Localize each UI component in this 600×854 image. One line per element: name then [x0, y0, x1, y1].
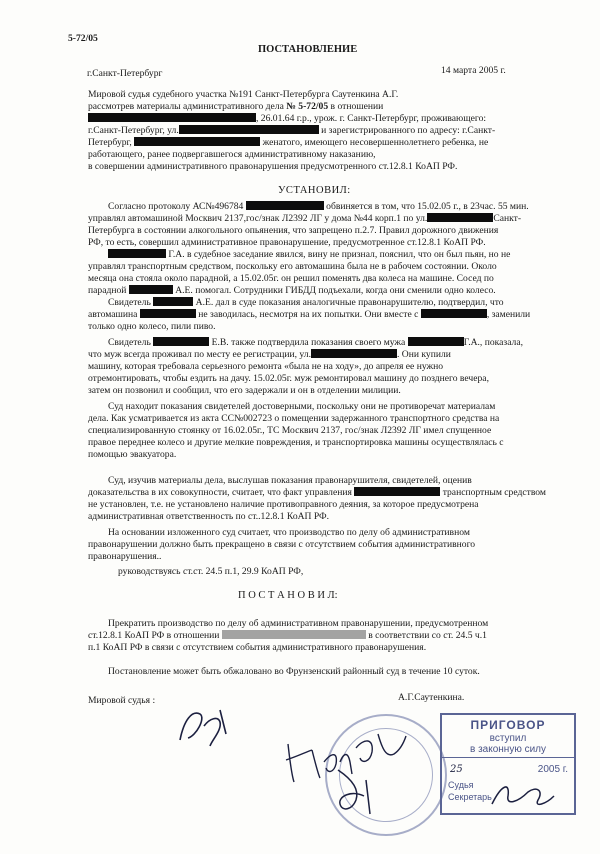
redaction [88, 113, 256, 122]
intro-line [88, 137, 488, 149]
intro-line [88, 125, 495, 137]
body-line [88, 309, 530, 321]
redaction [134, 137, 260, 146]
intro-text: Петербург, [88, 137, 132, 148]
decision-text: ст.12.8.1 КоАП РФ в отношении [88, 630, 220, 641]
intro-text: , 26.01.64 г.р., урож. г. Санкт-Петербург, проживающего: [256, 113, 487, 124]
intro-line: Мировой судья судебного участка №191 Санкт-Петербурга Саутенкина А.Г. [88, 89, 399, 100]
body-line: управлял транспортным средством, поскольку его автомашина была не в рабочем состоянии. Около [88, 261, 497, 272]
intro-line: в совершении административного правонарушения предусмотренного ст.12.8.1 КоАП РФ. [88, 161, 458, 172]
decision-line [88, 630, 487, 642]
stamp-line: в законную силу [442, 744, 574, 758]
body-line: месяца она стояла около парадной, а 15.02.05г. он решил поменять два колеса на машине. Сосед по [88, 273, 494, 284]
intro-text: женатого, имеющего несовершеннолетнего ребенка, не [262, 137, 489, 148]
body-line: только одно колесо, пили пиво. [88, 321, 216, 332]
body-text: автомашина [88, 309, 138, 320]
body-line: руководствуясь ст.ст. 24.5 п.1, 29.9 КоАП РФ, [118, 566, 304, 577]
body-line: правонарушении должно быть прекращено в связи с отсутствием события административного [88, 539, 476, 550]
body-line: Петербурга в состоянии алкогольного опьянения, что запрещено п.2.7. Правил дорожного движения [88, 225, 499, 236]
stamp-date-day: 25 [450, 764, 463, 775]
intro-text: рассмотрев материалы административного дела [88, 101, 284, 112]
body-line: правое переднее колесо и другие мелкие повреждения, и транспортировка машины осуществлялась с [88, 437, 504, 448]
redaction [222, 630, 366, 639]
intro-line: работающего, ранее подвергавшегося административному наказанию, [88, 149, 376, 160]
intro-case-number: № 5-72/05 [286, 101, 329, 112]
body-line: административная ответственность по ст..12.8.1 КоАП РФ. [88, 511, 330, 522]
body-text: управлял автомашиной Москвич 2137,гос/знак Л2392 ЛГ у дома №44 корп.1 по ул. [88, 213, 428, 224]
body-line: отремонтировать, чтобы ездить на дачу. 15.02.05г. муж ремонтировал машину до позднего вечера, [88, 373, 489, 384]
body-line: затем он позвонил и сообщил, что его задержали и он в отделении милиции. [88, 385, 401, 396]
redaction [153, 297, 193, 306]
redaction [246, 201, 324, 210]
body-text: Е.В. также подтвердила показания своего мужа [211, 337, 406, 348]
body-line: правонарушения.. [88, 551, 162, 562]
redaction [108, 249, 166, 258]
body-line: дела. Как усматривается из акта СС№002723 о помещении задержанного транспортного средства на [88, 413, 500, 424]
body-line: РФ, то есть, совершил административное правонарушение, предусмотренное ст.12.8.1 КоАП РФ. [88, 237, 486, 248]
body-text: не заводилась, несмотря на их попытки. Они вместе с [198, 309, 419, 320]
decision-line: Прекратить производство по делу об административном правонарушении, предусмотренном [108, 618, 489, 629]
body-text: . Они купили [396, 349, 451, 360]
intro-text: в отношении [330, 101, 384, 112]
redaction [311, 349, 397, 358]
judge-name: А.Г.Саутенкина. [398, 692, 465, 703]
redaction [140, 309, 196, 318]
body-line [88, 285, 496, 297]
city: г.Санкт-Петербург [87, 68, 163, 79]
body-text: А.Е. дал в суде показания аналогичные правонарушителю, подтвердил, что [195, 297, 504, 308]
intro-line [88, 101, 383, 113]
stamp-date-row [442, 758, 574, 780]
body-line [108, 201, 529, 213]
section-title-resolved: П О С Т А Н О В И Л: [238, 590, 338, 601]
intro-line [88, 113, 486, 125]
body-text: доказательства в их совокупности, считает, что факт управления [88, 487, 352, 498]
body-line: Суд, изучив материалы дела, выслушав показания правонарушителя, свидетелей, оценив [108, 475, 472, 486]
body-line: помощью эвакуатора. [88, 449, 177, 460]
redaction [153, 337, 209, 346]
document-title: ПОСТАНОВЛЕНИЕ [258, 44, 358, 55]
stamp-label-judge: Судья [448, 780, 474, 790]
body-line [88, 349, 451, 361]
body-text: , заменили [486, 309, 531, 320]
decision-line: Постановление может быть обжаловано во Фрунзенский районный суд в течение 10 суток. [108, 666, 480, 677]
redaction [354, 487, 440, 496]
intro-text: г.Санкт-Петербург, ул. [88, 125, 179, 136]
body-text: обвиняется в том, что 15.02.05 г., в 23час. 55 мин. [326, 201, 529, 212]
decision-text: в соответствии со ст. 24.5 ч.1 [368, 630, 487, 641]
stamp-signature [488, 778, 558, 812]
body-text: Согласно протоколу АС№496784 [108, 201, 244, 212]
stamp-date-year: 2005 г. [537, 764, 568, 775]
judge-signature [170, 700, 240, 750]
body-line: На основании изложенного суд считает, что производство по делу об административном [108, 527, 470, 538]
body-text: Г.А., показала, [463, 337, 524, 348]
body-line: специализированную стоянку от 16.02.05г., ТС Москвич 2137, гос/знак Л2392 ЛГ имел спущенное [88, 425, 492, 436]
stamp-label-secretary: Секретарь [448, 792, 492, 802]
body-line: машину, которая требовала серьезного ремонта «была не на ходу», до апреля ее нужно [88, 361, 444, 372]
body-line [108, 249, 510, 261]
body-text: Свидетель [108, 337, 151, 348]
body-line: не установлен, т.е. не установлено наличие противоправного деяния, за которое предусмотрена [88, 499, 479, 510]
redaction [408, 337, 464, 346]
redaction [179, 125, 319, 134]
body-line [88, 213, 521, 225]
handwritten-signature [330, 760, 390, 820]
redaction [421, 309, 487, 318]
body-line [88, 487, 546, 499]
case-number: 5-72/05 [68, 33, 98, 44]
decision-line: п.1 КоАП РФ в связи с отсутствием события административного правонарушения. [88, 642, 427, 653]
body-line [108, 337, 523, 349]
section-title-established: УСТАНОВИЛ: [278, 185, 351, 196]
body-text: парадной [88, 285, 127, 296]
body-text: Свидетель [108, 297, 151, 308]
stamp-title: ПРИГОВОР [470, 718, 546, 732]
body-text: Санкт- [493, 213, 522, 224]
document-date: 14 марта 2005 г. [441, 65, 506, 76]
intro-text: и зарегистрированного по адресу: г.Санкт- [321, 125, 496, 136]
stamp-line: вступил [489, 733, 527, 744]
body-text: транспортным средством [442, 487, 546, 498]
body-text: что муж всегда проживал по месту ее регистрации, ул. [88, 349, 311, 360]
body-text: А.Е. помогал. Сотрудники ГИБДД подъехали, когда они сменили одно колесо. [175, 285, 496, 296]
judge-label: Мировой судья : [88, 695, 156, 706]
redaction [129, 285, 173, 294]
redaction [427, 213, 493, 222]
body-text: Г.А. в судебное заседание явился, вину не признал, пояснил, что он был пьян, но не [168, 249, 511, 260]
body-line: Суд находит показания свидетелей достоверными, поскольку они не противоречат материалам [108, 401, 496, 412]
body-line [108, 297, 504, 309]
